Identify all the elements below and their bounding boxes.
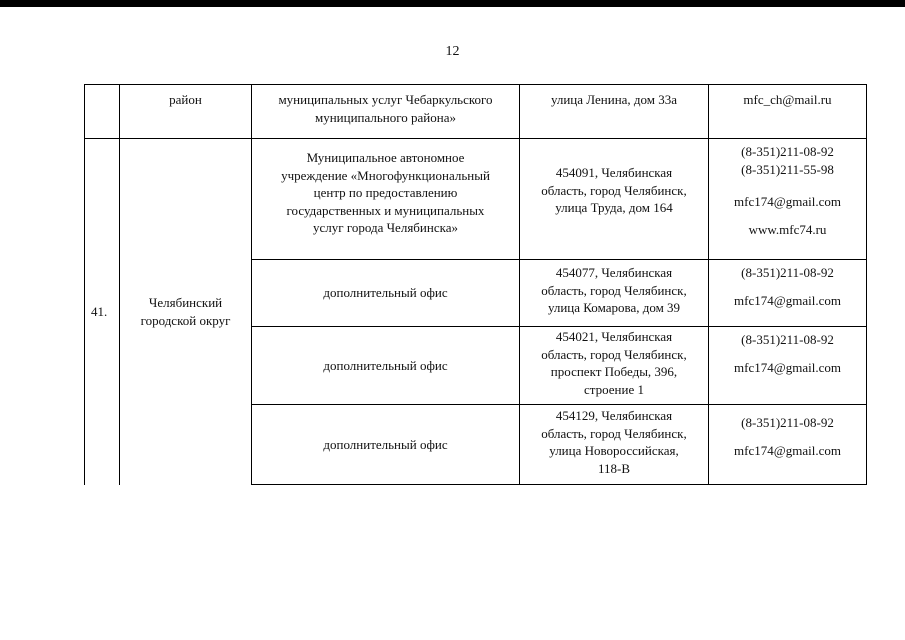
organization-text: дополнительный офис (323, 357, 448, 373)
contact-cell (709, 139, 867, 260)
email-text: mfc174@gmail.com (734, 194, 841, 210)
address-line: улица Новороссийская, (549, 443, 679, 459)
row-number-cell (85, 139, 120, 485)
address-line: область, город Челябинск, (541, 282, 687, 298)
organization-cell (252, 260, 520, 327)
address-line: улица Ленина, дом 33а (550, 92, 678, 107)
page-number: 12 (445, 44, 460, 59)
contact-cell (709, 327, 867, 405)
row-number-cell (85, 85, 120, 139)
address-line: 454077, Челябинская (555, 265, 673, 280)
organization-cell (252, 139, 520, 260)
organization-line: муниципальных услуг Чебаркульского (278, 92, 493, 107)
row-number: 41. (91, 303, 108, 319)
table-row (85, 85, 867, 139)
top-border-bar (0, 0, 905, 7)
district-line: городской округ (140, 312, 231, 328)
address-cell (520, 327, 709, 405)
address-line: область, город Челябинск, (541, 182, 687, 198)
organization-text: дополнительный офис (323, 436, 448, 452)
organization-cell (252, 327, 520, 405)
district-cell (120, 85, 252, 139)
address-line: 118-В (597, 460, 631, 476)
email-text: mfc_ch@mail.ru (743, 92, 832, 107)
email-text: mfc174@gmail.com (734, 442, 841, 458)
address-cell (520, 260, 709, 327)
address-cell (520, 139, 709, 260)
address-line: улица Комарова, дом 39 (547, 300, 681, 316)
table-row (85, 139, 867, 260)
address-line: проспект Победы, 396, (550, 364, 678, 380)
district-line: Челябинский (148, 295, 223, 311)
address-line: улица Труда, дом 164 (555, 200, 673, 216)
contact-cell (709, 260, 867, 327)
contact-cell (709, 405, 867, 485)
mfc-table (84, 84, 867, 485)
phone-text: (8-351)211-08-92 (741, 265, 834, 280)
address-line: область, город Челябинск, (541, 346, 687, 362)
district-cell (120, 139, 252, 485)
organization-line: учреждение «Многофункциональный (281, 167, 490, 183)
organization-cell (252, 405, 520, 485)
address-line: 454021, Челябинская (555, 329, 673, 344)
website-text: www.mfc74.ru (748, 221, 827, 237)
phone-text: (8-351)211-08-92 (741, 332, 834, 347)
organization-text: дополнительный офис (323, 285, 448, 301)
address-line: 454091, Челябинская (555, 165, 673, 180)
address-cell (520, 405, 709, 485)
address-cell (520, 85, 709, 139)
email-text: mfc174@gmail.com (734, 359, 841, 375)
organization-line: услуг города Челябинска» (313, 220, 458, 236)
organization-line: центр по предоставлению (313, 185, 458, 201)
organization-cell (252, 85, 520, 139)
address-line: область, город Челябинск, (541, 425, 687, 441)
phone-text: (8-351)211-08-92 (741, 144, 834, 159)
organization-line: Муниципальное автономное (306, 150, 465, 165)
phone-text: (8-351)211-08-92 (741, 415, 834, 430)
district-text: район (169, 92, 202, 107)
contact-cell (709, 85, 867, 139)
phone-text: (8-351)211-55-98 (741, 161, 834, 177)
address-line: 454129, Челябинская (555, 408, 673, 423)
organization-line: муниципального района» (315, 109, 456, 125)
address-line: строение 1 (584, 381, 644, 397)
email-text: mfc174@gmail.com (734, 292, 841, 308)
organization-line: государственных и муниципальных (286, 202, 485, 218)
